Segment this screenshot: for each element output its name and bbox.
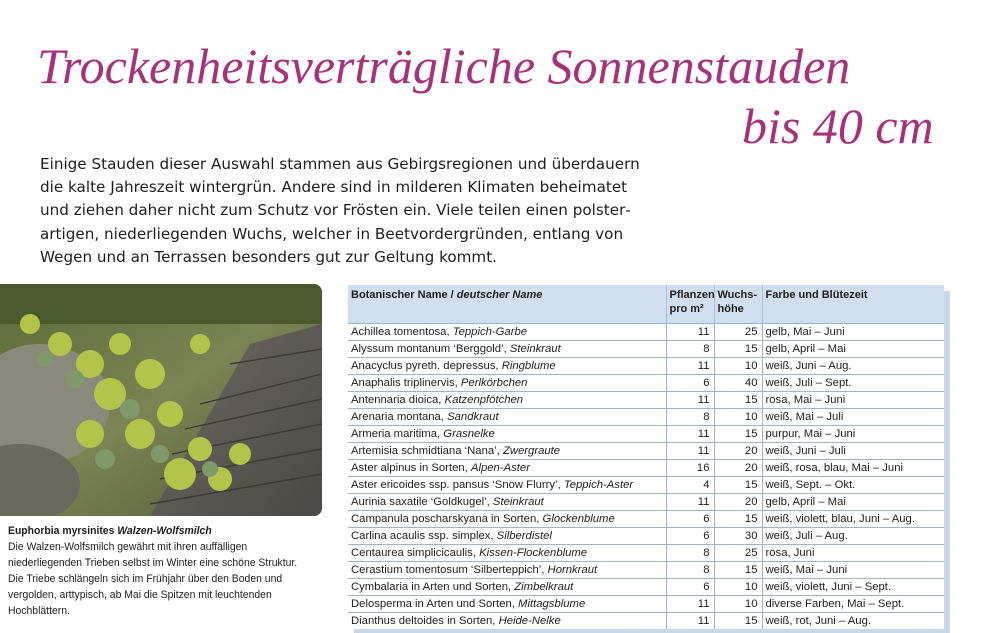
cell-plants: 11 xyxy=(666,596,714,613)
cell-color-bloom: weiß, Juni – Juli xyxy=(762,443,944,460)
cell-name: Alyssum montanum ‘Berggold’, Steinkraut xyxy=(348,341,666,358)
cell-height: 10 xyxy=(714,596,762,613)
table-row xyxy=(348,477,944,494)
cell-height: 15 xyxy=(714,613,762,630)
cell-plants: 8 xyxy=(666,562,714,579)
table-row xyxy=(348,324,944,341)
cell-plants: 16 xyxy=(666,460,714,477)
cell-name: Artemisia schmidtiana ‘Nana’, Zwergraute xyxy=(348,443,666,460)
plant-table xyxy=(348,285,944,629)
cell-name: Cymbalaria in Arten und Sorten, Zimbelkraut xyxy=(348,579,666,596)
cell-name: Aster ericoides ssp. pansus ‘Snow Flurry’, Teppich-Aster xyxy=(348,477,666,494)
cell-plants: 11 xyxy=(666,324,714,341)
table-row xyxy=(348,528,944,545)
cell-color-bloom: weiß, Sept. – Okt. xyxy=(762,477,944,494)
cell-name: Arenaria montana, Sandkraut xyxy=(348,409,666,426)
cell-plants: 8 xyxy=(666,409,714,426)
photo-caption xyxy=(8,523,304,620)
table-row xyxy=(348,579,944,596)
cell-name: Delosperma in Arten und Sorten, Mittagsblume xyxy=(348,596,666,613)
cell-plants: 11 xyxy=(666,392,714,409)
cell-height: 25 xyxy=(714,324,762,341)
euphorbia-photo xyxy=(0,284,322,516)
cell-plants: 4 xyxy=(666,477,714,494)
cell-plants: 6 xyxy=(666,511,714,528)
cell-name: Anaphalis triplinervis, Perlkörbchen xyxy=(348,375,666,392)
cell-plants: 6 xyxy=(666,528,714,545)
cell-name: Campanula poscharskyana in Sorten, Glockenblume xyxy=(348,511,666,528)
cell-color-bloom: rosa, Mai – Juni xyxy=(762,392,944,409)
table-row xyxy=(348,341,944,358)
cell-color-bloom: purpur, Mai – Juni xyxy=(762,426,944,443)
cell-height: 10 xyxy=(714,579,762,596)
cell-height: 15 xyxy=(714,511,762,528)
table-row xyxy=(348,511,944,528)
cell-plants: 8 xyxy=(666,341,714,358)
cell-plants: 6 xyxy=(666,375,714,392)
cell-color-bloom: rosa, Juni xyxy=(762,545,944,562)
cell-height: 25 xyxy=(714,545,762,562)
intro-paragraph: Einige Stauden dieser Auswahl stammen aus Gebirgsregionen und überdauern die kalte Jahreszeit wintergrün. Andere sind in milderen Klimaten beheimatet und ziehen daher nicht zum Schutz vor Frösten ein. Viele teilen einen polsterartigen, niederliegenden Wuchs, welcher in Beetvordergründen, entlang von Wegen und an Terrassen besonders gut zur Geltung kommt. xyxy=(40,155,640,266)
cell-color-bloom: weiß, Mai – Juni xyxy=(762,562,944,579)
cell-color-bloom: gelb, Mai – Juni xyxy=(762,324,944,341)
cell-plants: 6 xyxy=(666,579,714,596)
cell-name: Cerastium tomentosum ‘Silberteppich’, Hornkraut xyxy=(348,562,666,579)
header-plants-per-m2: Pflanzen pro m² xyxy=(666,285,714,324)
cell-name: Aurinia saxatile ‘Goldkugel’, Steinkraut xyxy=(348,494,666,511)
cell-name: Achillea tomentosa, Teppich-Garbe xyxy=(348,324,666,341)
page-title: Trockenheitsverträgliche Sonnenstauden xyxy=(37,38,851,94)
table-row xyxy=(348,392,944,409)
cell-name: Anacyclus pyreth. depressus, Ringblume xyxy=(348,358,666,375)
cell-height: 20 xyxy=(714,443,762,460)
table-row xyxy=(348,596,944,613)
cell-color-bloom: weiß, Mai – Juli xyxy=(762,409,944,426)
cell-name: Carlina acaulis ssp. simplex, Silberdistel xyxy=(348,528,666,545)
page-title-continued: bis 40 cm xyxy=(742,98,934,154)
header-color-bloom: Farbe und Blütezeit xyxy=(762,285,944,324)
cell-height: 15 xyxy=(714,392,762,409)
cell-plants: 8 xyxy=(666,545,714,562)
table-row xyxy=(348,494,944,511)
cell-height: 20 xyxy=(714,494,762,511)
cell-name: Dianthus deltoides in Sorten, Heide-Nelke xyxy=(348,613,666,630)
cell-color-bloom: weiß, Juli – Sept. xyxy=(762,375,944,392)
cell-name: Aster alpinus in Sorten, Alpen-Aster xyxy=(348,460,666,477)
header-height: Wuchs- höhe xyxy=(714,285,762,324)
table-row xyxy=(348,562,944,579)
cell-color-bloom: weiß, Juni – Aug. xyxy=(762,358,944,375)
caption-botanical-name: Euphorbia myrsinites xyxy=(8,525,115,537)
cell-height: 10 xyxy=(714,358,762,375)
table-row xyxy=(348,375,944,392)
table-row xyxy=(348,426,944,443)
table-header-row xyxy=(348,285,944,324)
table-row xyxy=(348,358,944,375)
cell-height: 30 xyxy=(714,528,762,545)
cell-color-bloom: diverse Farben, Mai – Sept. xyxy=(762,596,944,613)
cell-height: 10 xyxy=(714,409,762,426)
header-name: Botanischer Name / deutscher Name xyxy=(348,285,666,324)
cell-height: 15 xyxy=(714,562,762,579)
table-row xyxy=(348,443,944,460)
table-row xyxy=(348,409,944,426)
cell-color-bloom: weiß, rot, Juni – Aug. xyxy=(762,613,944,630)
cell-plants: 11 xyxy=(666,494,714,511)
cell-plants: 11 xyxy=(666,358,714,375)
cell-name: Antennaria dioica, Katzenpfötchen xyxy=(348,392,666,409)
cell-color-bloom: gelb, April – Mai xyxy=(762,494,944,511)
cell-color-bloom: weiß, Juli – Aug. xyxy=(762,528,944,545)
cell-color-bloom: weiß, rosa, blau, Mai – Juni xyxy=(762,460,944,477)
table-row xyxy=(348,613,944,630)
cell-height: 15 xyxy=(714,341,762,358)
caption-text: Die Walzen-Wolfsmilch gewährt mit ihren auffälligen niederliegenden Trieben selbst im Winter eine schöne Struktur. Die Triebe schlängeln sich im Frühjahr über den Boden und vergolden, arttypisch, ab Mai die Spitzen mit leuchtenden Hochblättern. xyxy=(8,541,298,618)
cell-height: 15 xyxy=(714,426,762,443)
cell-plants: 11 xyxy=(666,443,714,460)
cell-color-bloom: weiß, violett, Juni – Sept. xyxy=(762,579,944,596)
cell-height: 40 xyxy=(714,375,762,392)
plant-table-container xyxy=(348,285,944,633)
cell-height: 20 xyxy=(714,460,762,477)
cell-plants: 11 xyxy=(666,613,714,630)
table-row xyxy=(348,460,944,477)
cell-name: Centaurea simplicicaulis, Kissen-Flockenblume xyxy=(348,545,666,562)
cell-color-bloom: gelb, April – Mai xyxy=(762,341,944,358)
cell-height: 15 xyxy=(714,477,762,494)
cell-name: Armeria maritima, Grasnelke xyxy=(348,426,666,443)
table-row xyxy=(348,545,944,562)
cell-plants: 11 xyxy=(666,426,714,443)
cell-color-bloom: weiß, violett, blau, Juni – Aug. xyxy=(762,511,944,528)
caption-german-name: Walzen-Wolfsmilch xyxy=(117,525,212,537)
